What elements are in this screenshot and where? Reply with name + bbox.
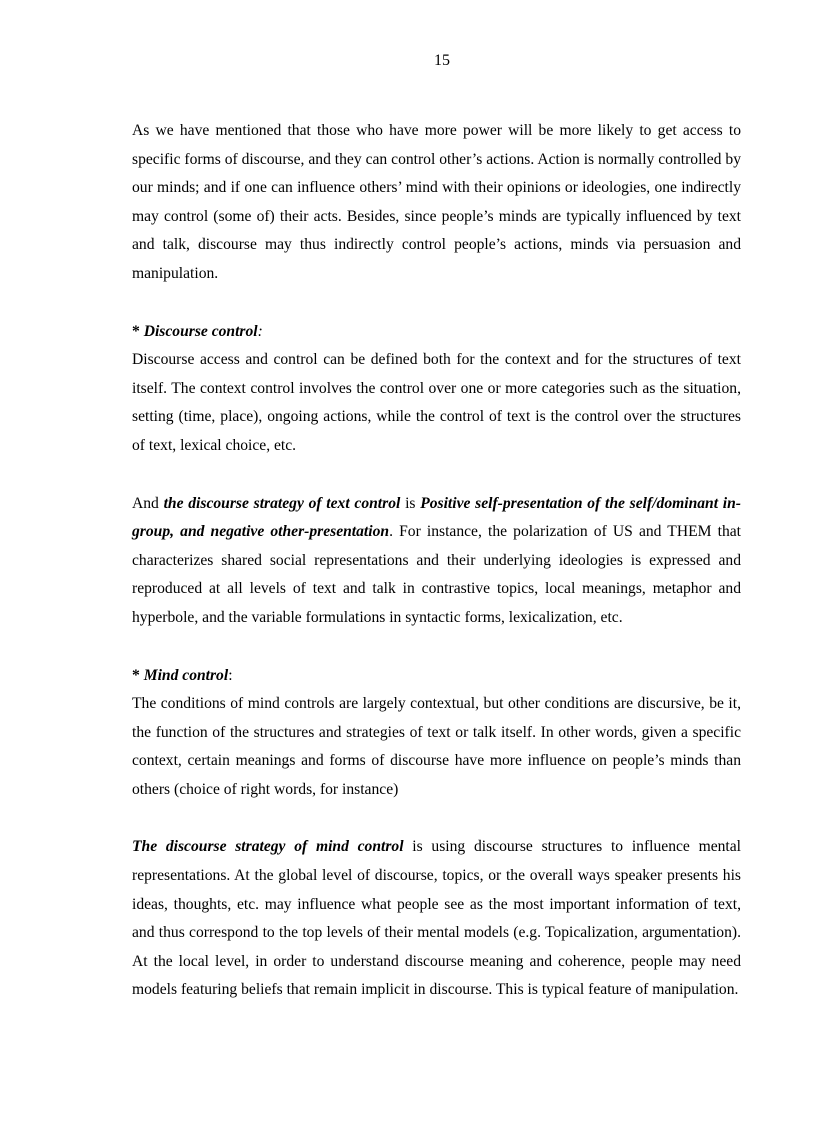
paragraph-gap [132, 633, 741, 662]
paragraph-text-control-strategy [132, 490, 741, 633]
heading-mind-control [132, 662, 741, 691]
paragraph-gap [132, 804, 741, 833]
heading-bullet: * [132, 666, 144, 684]
heading-colon: : [257, 322, 263, 340]
emphasis-mind-control-strategy: The discourse strategy of mind control [132, 838, 404, 856]
document-body [132, 117, 741, 1005]
text-run: is using discourse structures to influence mental representations. At the global level of discourse, topics, or the overall ways speaker presents his ideas, thoughts, etc. may influence what people see as the most important information of text, and thus correspond to the top levels of their mental models (e.g. Topicalization, argumentation). At the local level, in order to understand discourse meaning and coherence, people may need models featuring beliefs that remain implicit in discourse. This is typical feature of manipulation. [132, 838, 742, 999]
paragraph-gap [132, 289, 741, 318]
emphasis-positive-self-presentation: Positive self-presentation of the self/dominant in-group, and negative other-presentation [132, 494, 741, 541]
heading-colon: : [228, 666, 233, 684]
heading-mind-control-title: Mind control [143, 666, 229, 684]
text-run: is [400, 494, 421, 512]
text-run: . For instance, the polarization of US and THEM that characterizes shared social representations and their underlying ideologies is expressed and reproduced at all levels of text and talk in contrastive topics, local meanings, metaphor and hyperbole, and the variable formulations in syntactic forms, lexicalization, etc. [132, 523, 741, 626]
heading-discourse-control-title: Discourse control [143, 322, 258, 340]
paragraph-power-access: As we have mentioned that those who have more power will be more likely to get access to specific forms of discourse, and they can control other’s actions. Action is normally controlled by our minds; and if one can influence others’ mind with their opinions or ideologies, one indirectly may control (some of) their acts. Besides, since people’s minds are typically influenced by text and talk, discourse may thus indirectly control people’s actions, minds via persuasion and manipulation. [132, 122, 741, 282]
heading-discourse-control [132, 318, 741, 347]
paragraph-gap [132, 461, 741, 490]
heading-bullet: * [132, 322, 144, 340]
paragraph-mind-control: The conditions of mind controls are largely contextual, but other conditions are discursive, be it, the function of the structures and strategies of text or talk itself. In other words, given a specific context, certain meanings and forms of discourse have more influence on people’s minds than others (choice of right words, for instance) [132, 695, 741, 798]
paragraph-discourse-control: Discourse access and control can be defined both for the context and for the structures of text itself. The context control involves the control over one or more categories such as the situation, setting (time, place), ongoing actions, while the control of text is the control over the structures of text, lexical choice, etc. [132, 351, 741, 454]
text-run: And [132, 494, 164, 512]
paragraph-mind-control-strategy [132, 833, 741, 1005]
page-number: 15 [434, 52, 450, 69]
emphasis-text-control-strategy: the discourse strategy of text control [163, 494, 401, 512]
